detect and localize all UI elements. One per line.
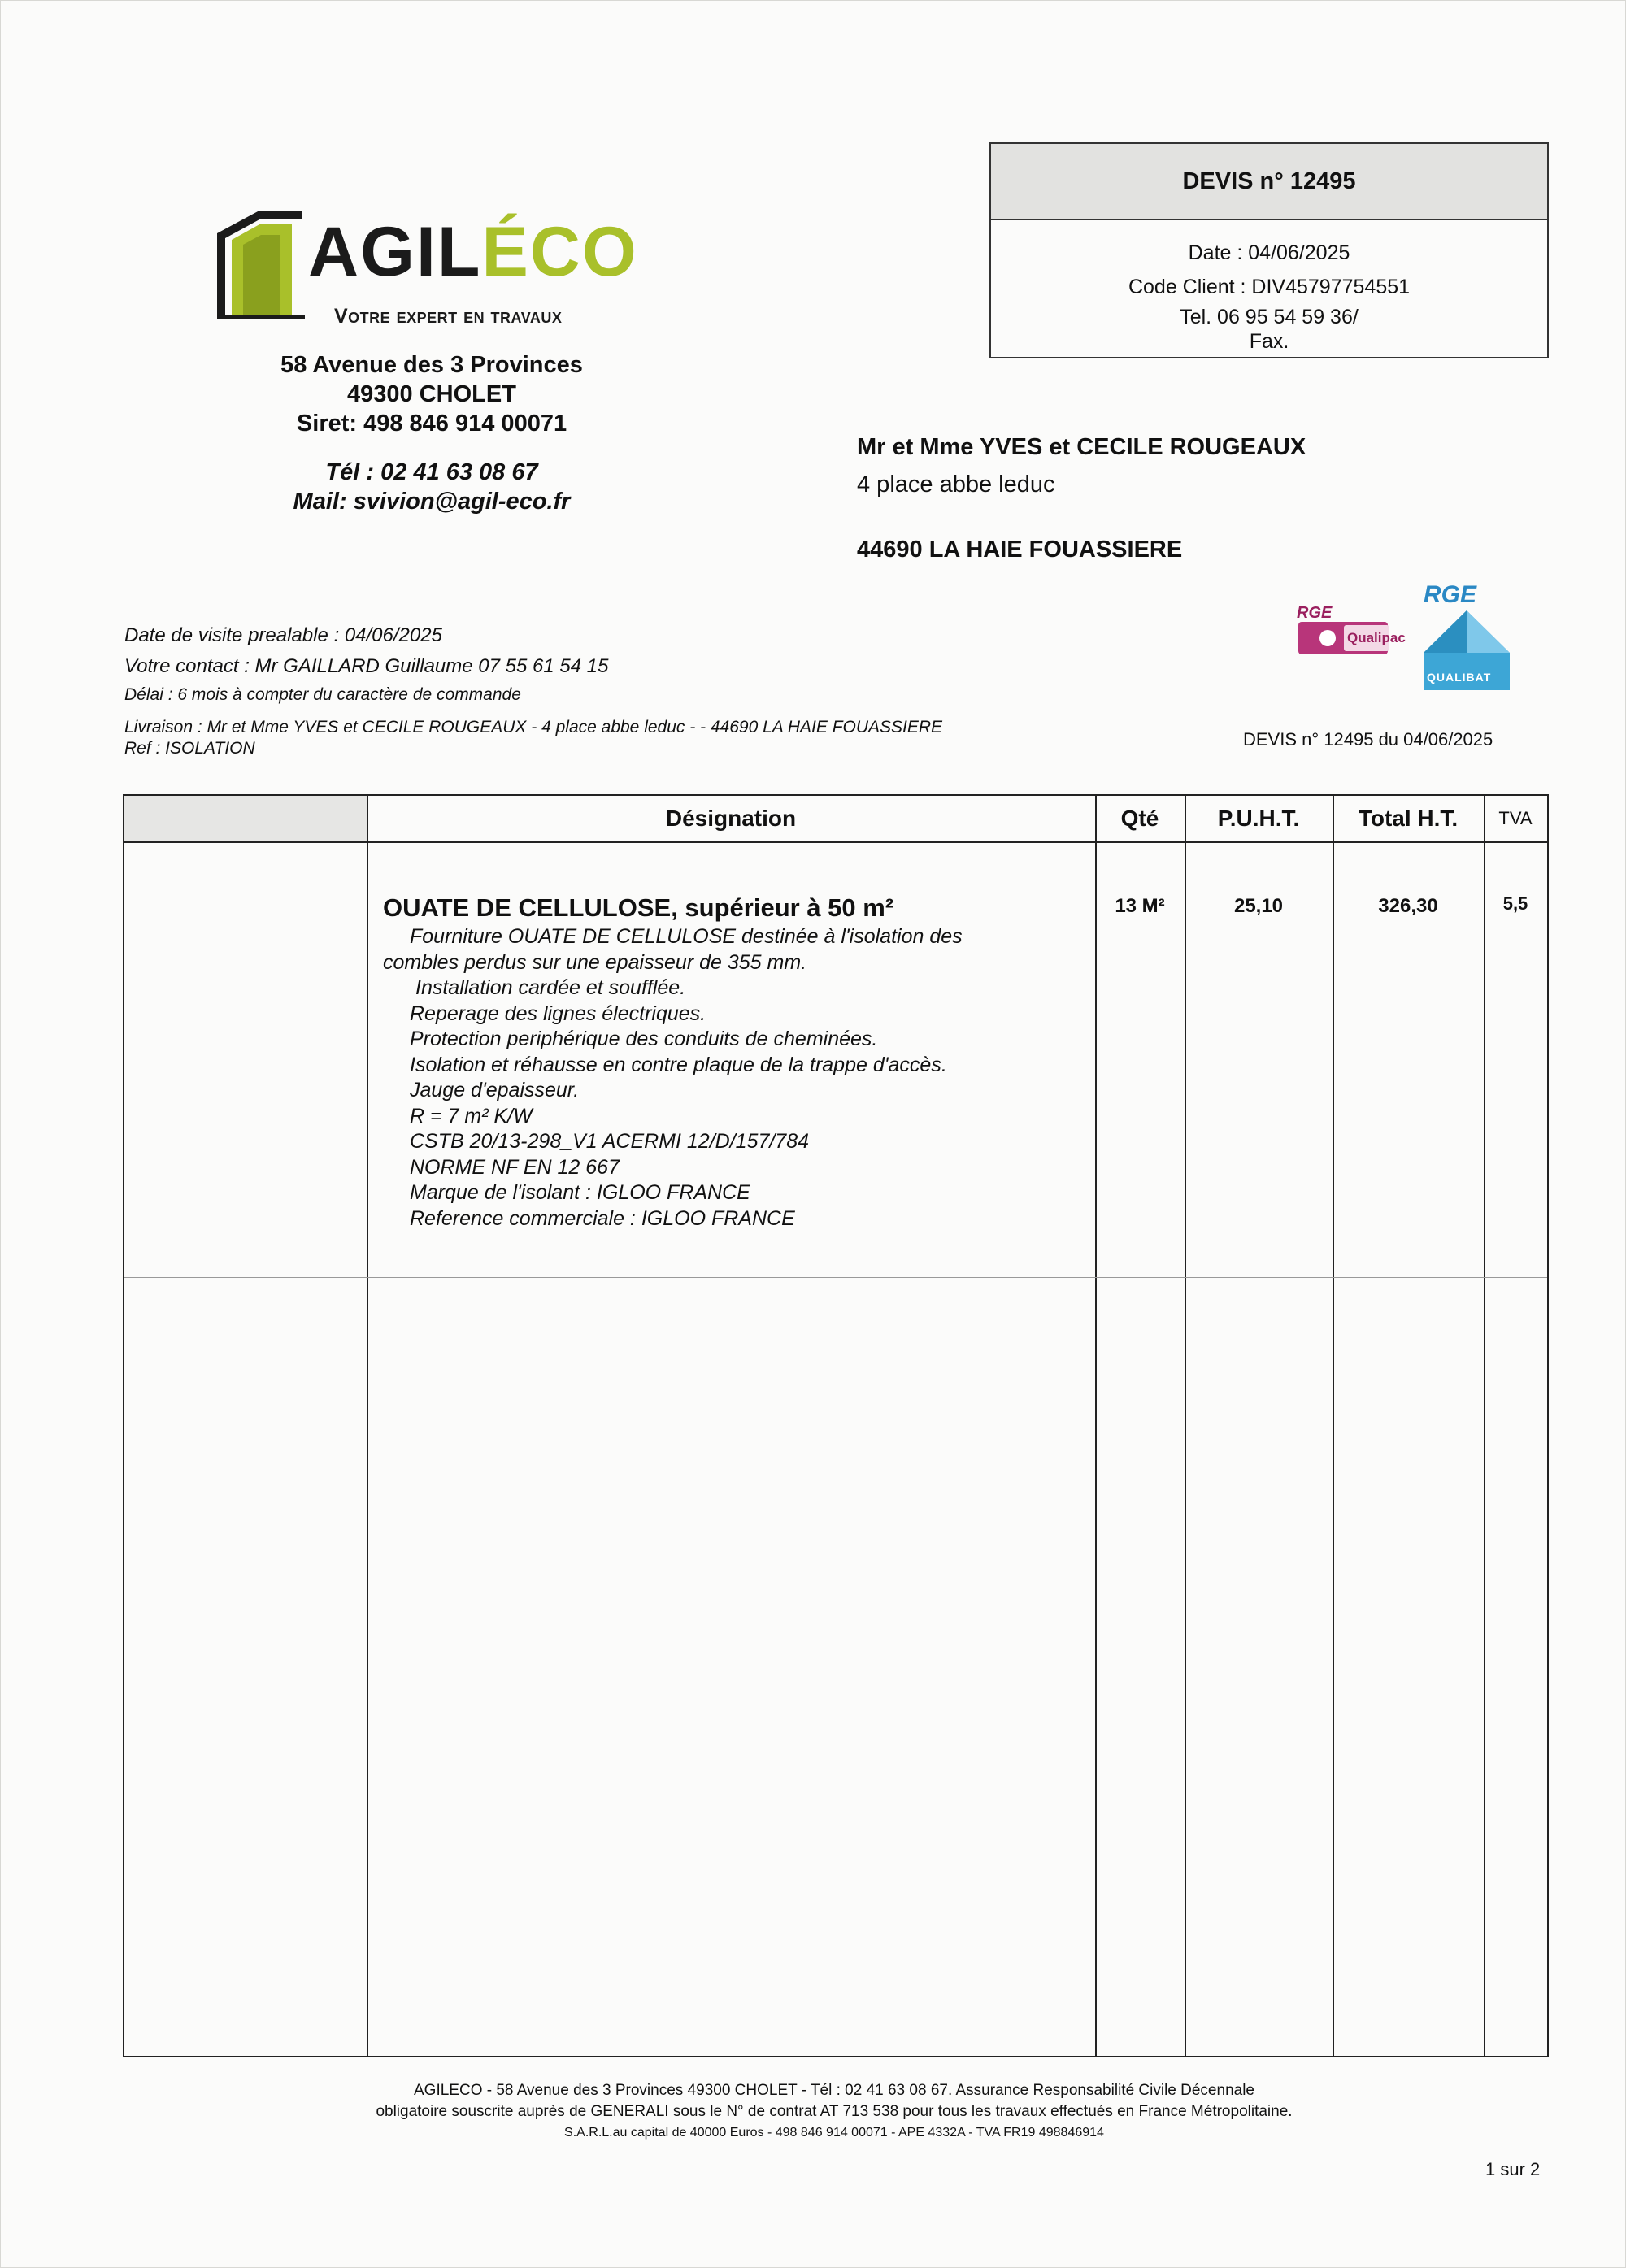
rge1-label: RGE xyxy=(1297,604,1333,622)
visit-date: Date de visite prealable : 04/06/2025 xyxy=(124,624,442,646)
logo-tagline: Votre expert en travaux xyxy=(334,305,563,328)
quote-meta xyxy=(124,620,942,757)
company-logo xyxy=(211,202,666,332)
item-tva: 5,5 xyxy=(1502,893,1528,914)
logo-wordmark: AGILÉCO xyxy=(308,213,638,291)
item-line: Jauge d'epaisseur. xyxy=(410,1079,580,1101)
delivery: Livraison : Mr et Mme YVES et CECILE ROUGEAUX - 4 place abbe leduc - - 44690 LA HAIE FOUASSIERE xyxy=(124,718,943,736)
item-line: Installation cardée et soufflée. xyxy=(415,976,686,999)
header-tva: TVA xyxy=(1498,808,1533,828)
header-qte: Qté xyxy=(1120,806,1159,831)
header-designation: Désignation xyxy=(665,806,797,831)
quote-number-title: DEVIS n° 12495 xyxy=(991,144,1547,220)
client-code: Code Client : DIV45797754551 xyxy=(1128,276,1411,298)
page-footer xyxy=(123,2080,1546,2144)
company-info xyxy=(204,350,659,516)
quote-header-box xyxy=(989,142,1549,358)
rge1-sub: Qualipac xyxy=(1347,630,1406,645)
item-line: Reperage des lignes électriques. xyxy=(410,1001,706,1025)
company-siret: Siret: 498 846 914 00071 xyxy=(296,411,567,437)
item-line: R = 7 m² K/W xyxy=(410,1104,533,1127)
footer-line1: AGILECO - 58 Avenue des 3 Provinces 49300 CHOLET - Tél : 02 41 63 08 67. Assurance Responsabilité Civile Décennale xyxy=(414,2082,1254,2099)
item-description xyxy=(383,924,963,1232)
item-line: Protection periphérique des conduits de cheminées. xyxy=(410,1028,878,1050)
client-name: Mr et Mme YVES et CECILE ROUGEAUX xyxy=(857,434,1306,460)
item-line: Fourniture OUATE DE CELLULOSE destinée à l'isolation des xyxy=(410,925,963,948)
page-number: 1 sur 2 xyxy=(1485,2159,1541,2179)
client-street: 4 place abbe leduc xyxy=(857,471,1055,497)
quote-date: Date : 04/06/2025 xyxy=(1188,241,1350,264)
contact-person: Votre contact : Mr GAILLARD Guillaume 07 55 61 54 15 xyxy=(124,655,609,677)
client-tel: Tel. 06 95 54 59 36/ xyxy=(1180,306,1359,328)
item-line: Isolation et réhausse en contre plaque de la trappe d'accès. xyxy=(410,1053,947,1076)
item-line: Marque de l'isolant : IGLOO FRANCE xyxy=(410,1181,750,1204)
rge2-label: RGE xyxy=(1424,581,1477,608)
row-divider xyxy=(124,1277,1547,1278)
item-total: 326,30 xyxy=(1378,895,1438,917)
header-puht: P.U.H.T. xyxy=(1217,806,1300,831)
item-qte: 13 M² xyxy=(1115,895,1165,917)
item-line: CSTB 20/13-298_V1 ACERMI 12/D/157/784 xyxy=(410,1130,810,1153)
delay: Délai : 6 mois à compter du caractère de commande xyxy=(124,685,521,704)
item-line: combles perdus sur une epaisseur de 355 mm. xyxy=(383,950,807,974)
company-mail: Mail: svivion@agil-eco.fr xyxy=(293,489,571,515)
client-address xyxy=(857,428,1306,568)
building-logo-icon xyxy=(211,202,308,324)
item-title: OUATE DE CELLULOSE, supérieur à 50 m² xyxy=(383,893,894,922)
footer-line2: obligatoire souscrite auprès de GENERALI sous le N° de contrat AT 713 538 pour tous les travaux effectués en France Métropolitaine. xyxy=(376,2103,1293,2120)
rge-qualibat-badge xyxy=(1420,581,1514,691)
client-fax: Fax. xyxy=(1249,330,1289,353)
header-total: Total H.T. xyxy=(1358,806,1459,831)
reference: Ref : ISOLATION xyxy=(124,739,255,758)
item-line: NORME NF EN 12 667 xyxy=(410,1155,620,1179)
quote-reference-right: DEVIS n° 12495 du 04/06/2025 xyxy=(1243,729,1493,749)
company-address-line2: 49300 CHOLET xyxy=(347,381,516,407)
item-puht: 25,10 xyxy=(1233,895,1284,917)
client-city: 44690 LA HAIE FOUASSIERE xyxy=(857,537,1183,563)
rge-qualipac-badge xyxy=(1295,604,1406,661)
company-tel: Tél : 02 41 63 08 67 xyxy=(325,459,538,485)
quote-table xyxy=(123,794,1549,2057)
footer-line3: S.A.R.L.au capital de 40000 Euros - 498 846 914 00071 - APE 4332A - TVA FR19 498846914 xyxy=(564,2126,1104,2140)
company-address-line1: 58 Avenue des 3 Provinces xyxy=(280,352,583,378)
rge2-sub: QUALIBAT xyxy=(1427,671,1492,684)
item-line: Reference commerciale : IGLOO FRANCE xyxy=(410,1206,795,1230)
